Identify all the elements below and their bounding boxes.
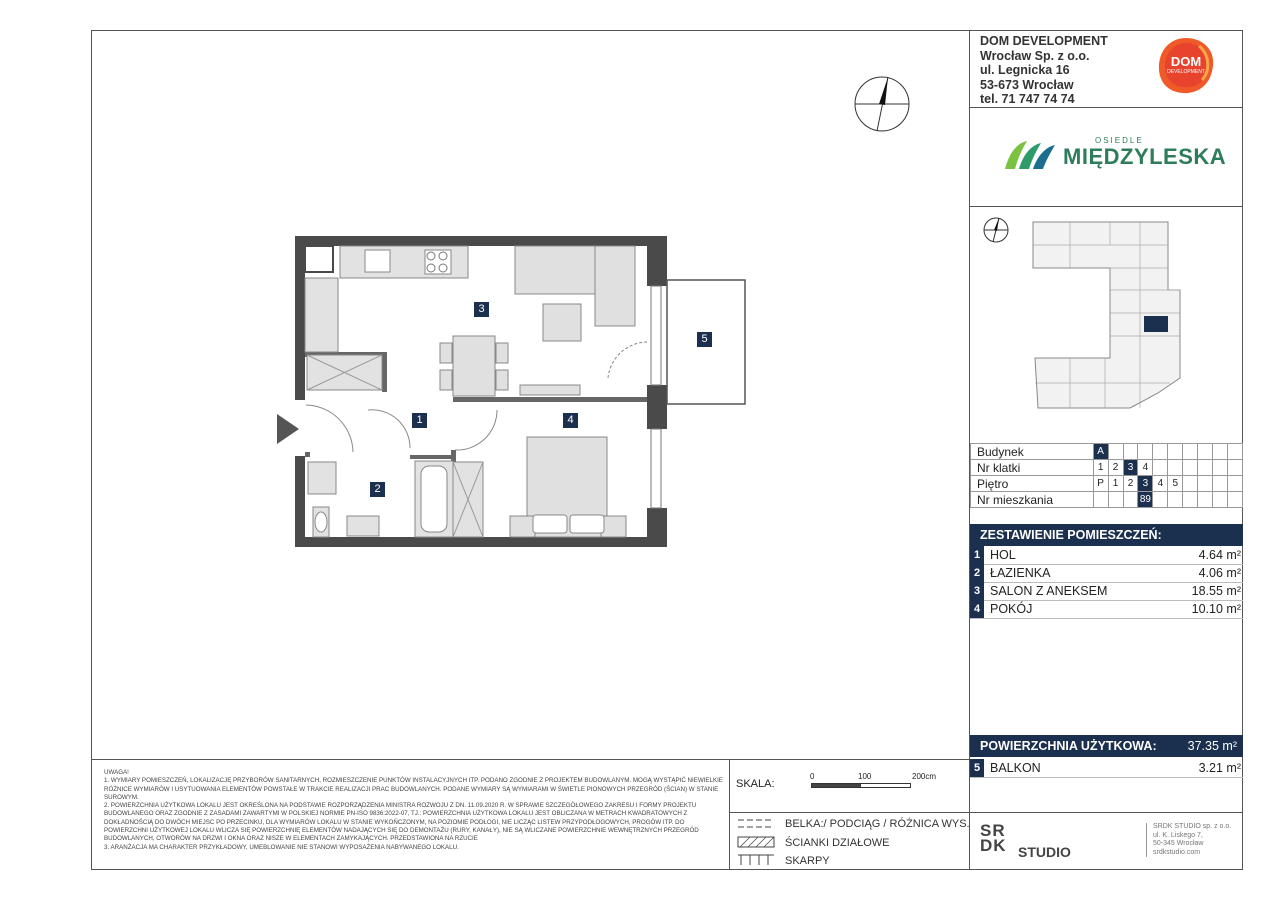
selector-cell xyxy=(1228,476,1243,492)
selector-cell xyxy=(1213,460,1228,476)
room-tag-2: 2 xyxy=(370,482,385,497)
footer-divider xyxy=(969,812,1243,813)
balcony-name: BALKON xyxy=(990,761,1041,775)
room-number: 2 xyxy=(970,564,984,582)
selector-cell xyxy=(1123,492,1138,508)
selector-row-label: Piętro xyxy=(971,476,1094,492)
footer-divider xyxy=(729,759,730,870)
selector-cell xyxy=(1213,444,1228,460)
selector-cell xyxy=(1168,444,1183,460)
room-tag-4: 4 xyxy=(563,413,578,428)
footer-divider xyxy=(91,759,970,760)
summary-room-row xyxy=(970,564,1243,583)
room-number: 1 xyxy=(970,546,984,564)
usable-area-value: 37.35 m² xyxy=(1187,739,1237,753)
company-name: DOM DEVELOPMENT xyxy=(980,34,1108,48)
selector-cell xyxy=(1213,492,1228,508)
selector-cell xyxy=(1183,492,1198,508)
room-tag-3: 3 xyxy=(474,302,489,317)
selector-cell xyxy=(1153,460,1168,476)
dom-development-logo xyxy=(1155,36,1217,96)
selector-cell: A xyxy=(1093,444,1108,460)
selector-cell xyxy=(1183,460,1198,476)
company-street: ul. Legnicka 16 xyxy=(980,63,1070,77)
room-name: ŁAZIENKA xyxy=(990,566,1051,580)
room-name: SALON Z ANEKSEM xyxy=(990,584,1108,598)
room-name: HOL xyxy=(990,548,1016,562)
room-number: 3 xyxy=(970,582,984,600)
project-logo xyxy=(1003,134,1227,174)
srdk-mark-top: SR xyxy=(980,821,1006,840)
selector-cell xyxy=(1168,492,1183,508)
usable-area-bar xyxy=(970,735,1243,757)
selector-row-label: Nr mieszkania xyxy=(971,492,1094,508)
scale-label: SKALA: xyxy=(736,778,775,790)
balcony-area: 3.21 m² xyxy=(1198,761,1241,775)
srdk-studio-word: STUDIO xyxy=(1018,844,1071,860)
room-name: POKÓJ xyxy=(990,602,1033,616)
note-3: 3. ARANŻACJA MA CHARAKTER PRZYKŁADOWY, UMEBLOWANIE NIE STANOWI WYPOSAŻENIA NABYWANEGO LOKALU. xyxy=(104,843,459,851)
note-1: 1. WYMIARY POMIESZCZEŃ, LOKALIZACJĘ PRZYBORÓW SANITARNYCH, ROZMIESZCZENIE PUNKTÓW INSTALACYJNYCH ITP. PODANO ZGODNIE Z PROJEKTEM BUDOWLANYM. MOGĄ WYSTĄPIĆ NIEWIELKIE RÓŻNICE WYMIARÓW I USYTUOWANIA ELEMENTÓW POWSTAŁE W TRAKCIE REALIZACJI PRAC BUDOWLANYCH. PODANE WYMIARY SĄ WYMIARAMI W ŚWIETLE PIONOWYCH PRZEGRÓD (ŚCIAN) W STANIE SUROWYM. xyxy=(104,777,723,801)
summary-room-row xyxy=(970,600,1243,619)
apartment-floor-plan xyxy=(265,230,755,555)
balcony-number: 5 xyxy=(970,759,984,777)
company-phone: tel. 71 747 74 74 xyxy=(980,92,1075,106)
selector-row-label: Nr klatki xyxy=(971,460,1094,476)
selector-cell: 2 xyxy=(1108,460,1123,476)
selector-row xyxy=(971,460,1243,476)
selector-cell xyxy=(1228,444,1243,460)
usable-area-label: POWIERZCHNIA UŻYTKOWA: xyxy=(980,739,1157,753)
room-number: 4 xyxy=(970,600,984,618)
footer-divider xyxy=(729,812,970,813)
room-area: 10.10 m² xyxy=(1191,602,1241,616)
room-area: 4.06 m² xyxy=(1198,566,1241,580)
north-arrow-icon xyxy=(853,75,911,133)
selector-cell: 89 xyxy=(1138,492,1153,508)
note-2: 2. POWIERZCHNIA UŻYTKOWA LOKALU JEST OKREŚLONA NA PODSTAWIE ROZPORZĄDZENIA MINISTRA ROZWOJU Z DN. 11.09.2020 R. W SPRAWIE SZCZEGÓŁOWEGO ZAKRESU I FORMY PROJEKTU BUDOWLANEGO ORAZ ZGODNIE Z ZASADAMI ZAWARTYMI W POLSKIEJ NORMIE PN-ISO 9836:2022-07, TJ.: POWIERZCHNIA UŻYTKOWA LOKALU JEST OBLICZANA W METRACH KWADRATOWYCH Z DOKŁADNOŚCIĄ DO DWÓCH MIEJSC PO PRZECINKU, DLA WYMIARÓW LOKALU W STANIE WYKOŃCZONYM, NA POZIOMIE PODŁOGI, NIE LICZĄC LISTEW PRZYPODŁOGOWYCH, PROGÓW ITP. DO POWIERZCHNI UŻYTKOWEJ LOKALU WLICZA SIĘ POWIERZCHNIĘ ELEMENTÓW NADAJĄCYCH SIĘ DO DEMONTAŻU (RURY, KANAŁY), NIE SĄ WLICZANE POWIERZCHNIE WEWNĘTRZNYCH PRZEGRÓD BUDOWLANYCH, OTWORÓW NA DRZWI I OKNA ORAZ NISZE W ELEMENTACH ZAMYKAJĄCYCH. PRZEDSTAWIONA NA RZUCIE xyxy=(104,802,699,843)
selector-cell xyxy=(1123,444,1138,460)
selector-cell xyxy=(1198,460,1213,476)
selector-cell xyxy=(1168,460,1183,476)
selector-cell xyxy=(1108,444,1123,460)
selector-cell xyxy=(1153,444,1168,460)
selector-cell xyxy=(1213,476,1228,492)
summary-room-row xyxy=(970,546,1243,565)
selector-cell: 4 xyxy=(1138,460,1153,476)
key-plan-north-arrow-icon xyxy=(982,216,1010,244)
legend-beam: BELKA:/ PODCIĄG / RÓŻNICA WYS. xyxy=(785,818,970,830)
selector-row xyxy=(971,492,1243,508)
legend-symbols xyxy=(737,817,775,867)
studio-address-line: SRDK STUDIO sp. z o.o. xyxy=(1153,823,1232,830)
summary-heading: ZESTAWIENIE POMIESZCZEŃ: xyxy=(970,524,1243,546)
room-tag-5: 5 xyxy=(697,332,712,347)
selector-cell: 3 xyxy=(1123,460,1138,476)
logo-text-sub: DEVELOPMENT xyxy=(1167,69,1205,75)
selector-cell xyxy=(1198,476,1213,492)
selector-row xyxy=(971,444,1243,460)
studio-address xyxy=(1146,823,1231,857)
summary-room-row xyxy=(970,582,1243,601)
selector-cell: 2 xyxy=(1123,476,1138,492)
notes-title: UWAGA! xyxy=(104,769,129,776)
selector-cell xyxy=(1228,460,1243,476)
scale-bar xyxy=(811,783,911,788)
selector-cell: 5 xyxy=(1168,476,1183,492)
scale-tick-100: 100 xyxy=(858,772,872,781)
selector-cell: 4 xyxy=(1153,476,1168,492)
room-tag-1: 1 xyxy=(412,413,427,428)
selector-cell xyxy=(1183,444,1198,460)
selector-cell: 3 xyxy=(1138,476,1153,492)
apartment-selector-table xyxy=(970,443,1243,508)
project-name: MIĘDZYLESKA xyxy=(1063,144,1227,169)
selector-cell xyxy=(1228,492,1243,508)
notes-block xyxy=(104,769,724,852)
building-key-plan xyxy=(1030,218,1190,413)
selector-row xyxy=(971,476,1243,492)
balcony-row xyxy=(970,759,1243,778)
selector-cell xyxy=(1138,444,1153,460)
selector-row-label: Budynek xyxy=(971,444,1094,460)
company-address xyxy=(980,34,1108,107)
title-block-line xyxy=(969,107,1243,108)
studio-address-line: ul. K. Liskego 7, xyxy=(1153,831,1203,839)
selector-cell xyxy=(1093,492,1108,508)
company-city: 53-673 Wrocław xyxy=(980,77,1074,92)
legend-slope: SKARPY xyxy=(785,855,830,867)
selector-cell xyxy=(1183,476,1198,492)
title-block-line xyxy=(969,206,1243,207)
legend-partition: ŚCIANKI DZIAŁOWE xyxy=(785,837,890,849)
scale-tick-200: 200cm xyxy=(912,772,937,781)
selector-cell: 1 xyxy=(1108,476,1123,492)
company-entity: Wrocław Sp. z o.o. xyxy=(980,48,1090,63)
selector-cell: P xyxy=(1093,476,1108,492)
srdk-mark-bottom: DK xyxy=(980,836,1007,855)
selector-cell: 1 xyxy=(1093,460,1108,476)
leaf-mark-icon xyxy=(1003,137,1065,171)
selector-cell xyxy=(1198,444,1213,460)
studio-address-line: 50-345 Wrocław xyxy=(1153,840,1204,847)
selector-cell xyxy=(1198,492,1213,508)
room-area: 18.55 m² xyxy=(1191,584,1241,598)
srdk-logo xyxy=(980,823,1007,853)
scale-tick-0: 0 xyxy=(810,772,815,781)
logo-text-main: DOM xyxy=(1170,54,1202,69)
room-area: 4.64 m² xyxy=(1198,548,1241,562)
studio-address-line: srdkstudio.com xyxy=(1153,848,1201,856)
selector-cell xyxy=(1108,492,1123,508)
selector-cell xyxy=(1153,492,1168,508)
project-prefix: OSIEDLE xyxy=(1095,136,1144,145)
